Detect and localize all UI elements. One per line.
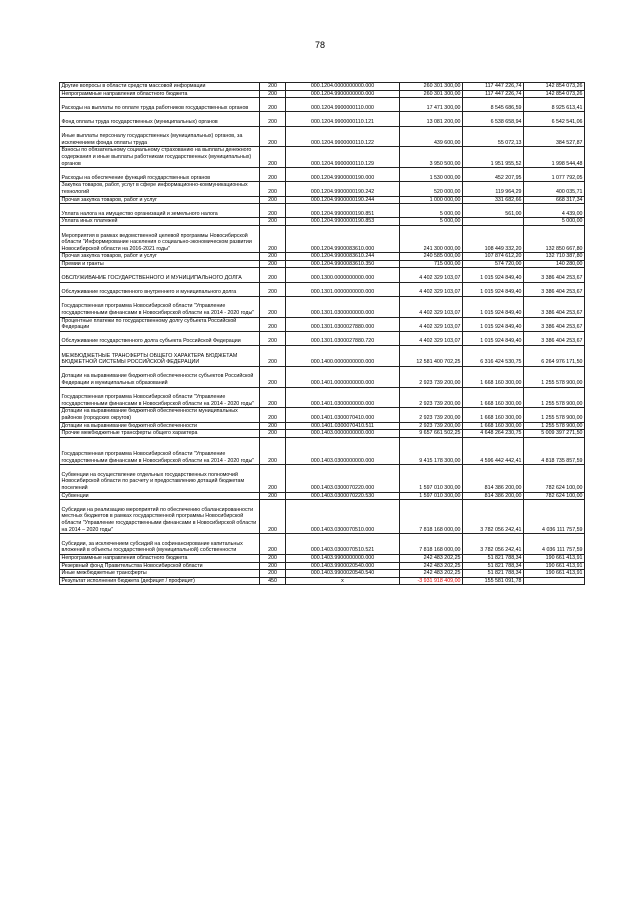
row-code: 200 xyxy=(260,296,286,317)
row-remaining: 1 077 792,05 xyxy=(524,168,585,182)
row-assigned: 520 000,00 xyxy=(400,182,463,196)
row-code: 200 xyxy=(260,282,286,296)
row-kbk: 000.1401.0300000000.000 xyxy=(286,387,400,408)
row-remaining: 3 386 404 253,67 xyxy=(524,282,585,296)
row-assigned: 2 923 739 200,00 xyxy=(400,422,463,430)
row-remaining: 190 661 413,91 xyxy=(524,570,585,578)
row-executed: 452 207,95 xyxy=(463,168,524,182)
row-executed: 1 015 924 849,40 xyxy=(463,331,524,345)
row-name: ОБСЛУЖИВАНИЕ ГОСУДАРСТВЕННОГО И МУНИЦИПАЛЬНОГО ДОЛГА xyxy=(60,268,260,282)
row-assigned: 2 923 739 200,00 xyxy=(400,387,463,408)
row-remaining: 384 527,87 xyxy=(524,126,585,147)
budget-table-body xyxy=(60,83,585,585)
row-code: 200 xyxy=(260,534,286,555)
table-row xyxy=(60,492,585,500)
row-kbk: 000.1301.0300000000.000 xyxy=(286,296,400,317)
row-remaining: 1 255 578 900,00 xyxy=(524,366,585,387)
row-code: 200 xyxy=(260,465,286,492)
row-kbk: 000.1204.9900000110.129 xyxy=(286,147,400,168)
row-remaining: 6 542 541,06 xyxy=(524,112,585,126)
row-remaining: 3 386 404 253,67 xyxy=(524,331,585,345)
row-kbk: 000.1403.9900020540.540 xyxy=(286,570,400,578)
row-remaining: 5 000,00 xyxy=(524,218,585,226)
row-code: 200 xyxy=(260,346,286,367)
row-name: Обслуживание государственного долга субъекта Российской Федерации xyxy=(60,331,260,345)
row-executed: 574 720,00 xyxy=(463,260,524,268)
row-code: 200 xyxy=(260,98,286,112)
table-row xyxy=(60,500,585,534)
row-assigned: 242 483 202,25 xyxy=(400,570,463,578)
row-kbk: 000.1204.9900000000.000 xyxy=(286,90,400,98)
row-remaining: 782 624 100,00 xyxy=(524,465,585,492)
row-executed: 561,00 xyxy=(463,204,524,218)
row-kbk: 000.1401.0300070410.511 xyxy=(286,422,400,430)
table-row xyxy=(60,268,585,282)
row-name: Дотации на выравнивание бюджетной обеспеченности xyxy=(60,422,260,430)
row-executed: 331 682,66 xyxy=(463,196,524,204)
table-row xyxy=(60,282,585,296)
row-executed: 814 386 200,00 xyxy=(463,465,524,492)
row-code: 200 xyxy=(260,554,286,562)
row-remaining: 3 386 404 253,67 xyxy=(524,317,585,331)
row-remaining: 4 036 111 757,59 xyxy=(524,534,585,555)
table-row xyxy=(60,204,585,218)
row-remaining: 1 998 544,48 xyxy=(524,147,585,168)
row-code: 200 xyxy=(260,562,286,570)
row-kbk: 000.1403.0300070510.521 xyxy=(286,534,400,555)
row-name: Прочая закупка товаров, работ и услуг xyxy=(60,253,260,261)
row-code: 200 xyxy=(260,83,286,91)
row-code: 200 xyxy=(260,317,286,331)
row-executed: 108 449 332,20 xyxy=(463,225,524,252)
row-assigned: 4 402 329 103,07 xyxy=(400,268,463,282)
row-assigned: 242 483 202,25 xyxy=(400,554,463,562)
row-assigned: 4 402 329 103,07 xyxy=(400,282,463,296)
row-kbk: 000.1204.9900000190.242 xyxy=(286,182,400,196)
row-name: Результат исполнения бюджета (дефицит / профицит) xyxy=(60,577,260,585)
row-executed: 1 668 160 300,00 xyxy=(463,408,524,422)
row-kbk: 000.1204.9900083610.000 xyxy=(286,225,400,252)
row-code: 200 xyxy=(260,90,286,98)
row-kbk: 000.1204.9900000110.000 xyxy=(286,98,400,112)
row-executed xyxy=(463,218,524,226)
row-remaining: 3 386 404 253,67 xyxy=(524,268,585,282)
table-row xyxy=(60,346,585,367)
row-name: Иные выплаты персоналу государственных (муниципальных) органов, за исключением фонда оплаты труда xyxy=(60,126,260,147)
row-executed: 1 668 160 300,00 xyxy=(463,387,524,408)
row-kbk: 000.1401.0300070410.000 xyxy=(286,408,400,422)
row-name: Взносы по обязательному социальному страхованию на выплаты денежного содержания и иные выплаты работникам государственных (муниципальных) органов xyxy=(60,147,260,168)
row-kbk: 000.1204.9900000190.853 xyxy=(286,218,400,226)
row-name: Субвенции на осуществление отдельных государственных полномочий Новосибирской области по расчету и предоставлению дотаций бюджетам поселений xyxy=(60,465,260,492)
row-kbk: 000.1301.0000000000.000 xyxy=(286,282,400,296)
table-row xyxy=(60,218,585,226)
row-kbk: 000.1403.0000000000.000 xyxy=(286,430,400,438)
table-row xyxy=(60,112,585,126)
table-row xyxy=(60,317,585,331)
row-kbk: x xyxy=(286,577,400,585)
row-kbk: 000.1403.9900020540.000 xyxy=(286,562,400,570)
row-assigned: 715 000,00 xyxy=(400,260,463,268)
row-kbk: 000.1400.0000000000.000 xyxy=(286,346,400,367)
row-kbk: 000.1403.0300070220.000 xyxy=(286,465,400,492)
row-code: 200 xyxy=(260,268,286,282)
row-code: 200 xyxy=(260,366,286,387)
row-assigned: 241 300 000,00 xyxy=(400,225,463,252)
row-code: 200 xyxy=(260,430,286,438)
row-executed: 4 648 264 230,75 xyxy=(463,430,524,438)
row-remaining: 668 317,34 xyxy=(524,196,585,204)
table-row xyxy=(60,465,585,492)
row-name: Другие вопросы в области средств массовой информации xyxy=(60,83,260,91)
row-name: Премии и гранты xyxy=(60,260,260,268)
row-name: Прочие межбюджетные трансферты общего характера xyxy=(60,430,260,438)
row-name: Субсидии, за исключением субсидий на софинансирование капитальных вложений в объекты государственной (муниципальной) собственности xyxy=(60,534,260,555)
row-kbk: 000.1401.0000000000.000 xyxy=(286,366,400,387)
row-assigned: 4 402 329 103,07 xyxy=(400,331,463,345)
row-remaining: 190 661 413,91 xyxy=(524,562,585,570)
row-code: 200 xyxy=(260,218,286,226)
row-executed: 4 596 442 442,41 xyxy=(463,437,524,464)
table-row xyxy=(60,366,585,387)
row-kbk: 000.1204.9900000190.000 xyxy=(286,168,400,182)
row-remaining: 1 255 578 900,00 xyxy=(524,422,585,430)
row-remaining: 132 710 387,80 xyxy=(524,253,585,261)
row-name: Иные межбюджетные трансферты xyxy=(60,570,260,578)
row-assigned: 7 818 168 000,00 xyxy=(400,534,463,555)
row-remaining: 4 818 735 857,59 xyxy=(524,437,585,464)
row-executed: 814 386 200,00 xyxy=(463,492,524,500)
row-assigned: 1 000 000,00 xyxy=(400,196,463,204)
table-row xyxy=(60,562,585,570)
row-name: Субвенции xyxy=(60,492,260,500)
row-name: Закупка товаров, работ, услуг в сфере информационно-коммуникационных технологий xyxy=(60,182,260,196)
row-name: Резервный фонд Правительства Новосибирской области xyxy=(60,562,260,570)
table-row xyxy=(60,253,585,261)
row-assigned: 260 301 300,00 xyxy=(400,83,463,91)
row-assigned: 9 415 178 300,00 xyxy=(400,437,463,464)
row-remaining: 142 854 073,26 xyxy=(524,90,585,98)
row-kbk: 000.1403.0300070510.000 xyxy=(286,500,400,534)
table-row xyxy=(60,437,585,464)
row-remaining: 132 850 667,80 xyxy=(524,225,585,252)
row-assigned: 7 818 168 000,00 xyxy=(400,500,463,534)
row-name: Государственная программа Новосибирской области "Управление государственными финансами в Новосибирской области на 2014 - 2020 годы" xyxy=(60,387,260,408)
row-assigned: 2 923 739 200,00 xyxy=(400,366,463,387)
table-row xyxy=(60,126,585,147)
budget-table xyxy=(59,82,585,585)
row-assigned: 4 402 329 103,07 xyxy=(400,317,463,331)
row-name: Государственная программа Новосибирской области "Управление государственными финансами в Новосибирской области на 2014 - 2020 годы" xyxy=(60,296,260,317)
row-executed: 1 015 924 849,40 xyxy=(463,317,524,331)
row-code: 450 xyxy=(260,577,286,585)
row-remaining: 190 661 413,91 xyxy=(524,554,585,562)
row-executed: 8 545 686,59 xyxy=(463,98,524,112)
row-kbk: 000.1204.9900000190.851 xyxy=(286,204,400,218)
row-executed: 1 951 955,52 xyxy=(463,147,524,168)
table-row xyxy=(60,98,585,112)
row-executed: 6 316 424 530,75 xyxy=(463,346,524,367)
row-code: 200 xyxy=(260,147,286,168)
row-kbk: 000.1204.0000000000.000 xyxy=(286,83,400,91)
row-executed: 3 782 056 242,41 xyxy=(463,500,524,534)
row-code: 200 xyxy=(260,500,286,534)
row-remaining xyxy=(524,577,585,585)
row-name: Обслуживание государственного внутреннего и муниципального долга xyxy=(60,282,260,296)
row-assigned: 242 483 202,25 xyxy=(400,562,463,570)
row-assigned: 1 597 010 300,00 xyxy=(400,492,463,500)
row-assigned: 12 581 400 702,25 xyxy=(400,346,463,367)
row-name: Дотации на выравнивание бюджетной обеспеченности муниципальных районов (городских округов) xyxy=(60,408,260,422)
row-code: 200 xyxy=(260,492,286,500)
row-assigned: 439 600,00 xyxy=(400,126,463,147)
row-name: Мероприятия в рамках ведомственной целевой программы Новосибирской области "Информирование населения о социально-экономическом развитии Новосибирской области на 2016-2021 годы" xyxy=(60,225,260,252)
row-name: Непрограммные направления областного бюджета xyxy=(60,90,260,98)
row-assigned: -3 931 918 409,00 xyxy=(400,577,463,585)
row-assigned: 9 657 661 502,25 xyxy=(400,430,463,438)
row-remaining: 142 854 073,26 xyxy=(524,83,585,91)
row-name: Фонд оплаты труда государственных (муниципальных) органов xyxy=(60,112,260,126)
row-assigned: 5 000,00 xyxy=(400,218,463,226)
row-code: 200 xyxy=(260,253,286,261)
row-name: Уплата иных платежей xyxy=(60,218,260,226)
table-row xyxy=(60,147,585,168)
row-remaining: 782 624 100,00 xyxy=(524,492,585,500)
table-row xyxy=(60,534,585,555)
row-assigned: 260 301 300,00 xyxy=(400,90,463,98)
row-code: 200 xyxy=(260,570,286,578)
row-code: 200 xyxy=(260,112,286,126)
row-remaining: 5 009 397 271,50 xyxy=(524,430,585,438)
row-executed: 117 447 226,74 xyxy=(463,90,524,98)
row-code: 200 xyxy=(260,204,286,218)
table-row xyxy=(60,168,585,182)
table-row xyxy=(60,387,585,408)
table-row xyxy=(60,83,585,91)
row-remaining: 8 925 613,41 xyxy=(524,98,585,112)
row-kbk: 000.1403.0300000000.000 xyxy=(286,437,400,464)
row-name: Расходы на выплаты по оплате труда работников государственных органов xyxy=(60,98,260,112)
table-row xyxy=(60,260,585,268)
row-code: 200 xyxy=(260,126,286,147)
table-row xyxy=(60,408,585,422)
row-code: 200 xyxy=(260,196,286,204)
row-assigned: 1 530 000,00 xyxy=(400,168,463,182)
row-code: 200 xyxy=(260,387,286,408)
row-kbk: 000.1300.0000000000.000 xyxy=(286,268,400,282)
row-assigned: 2 923 739 200,00 xyxy=(400,408,463,422)
row-executed: 107 874 612,20 xyxy=(463,253,524,261)
row-name: Процентные платежи по государственному долгу субъекта Российской Федерации xyxy=(60,317,260,331)
row-remaining: 1 255 578 900,00 xyxy=(524,408,585,422)
row-executed: 51 821 788,34 xyxy=(463,570,524,578)
table-row xyxy=(60,225,585,252)
row-executed: 51 821 788,34 xyxy=(463,554,524,562)
row-code: 200 xyxy=(260,182,286,196)
row-name: Прочая закупка товаров, работ и услуг xyxy=(60,196,260,204)
row-remaining: 3 386 404 253,67 xyxy=(524,296,585,317)
row-kbk: 000.1204.9900000110.121 xyxy=(286,112,400,126)
row-executed: 1 668 160 300,00 xyxy=(463,422,524,430)
row-executed: 55 072,13 xyxy=(463,126,524,147)
row-name: Дотации на выравнивание бюджетной обеспеченности субъектов Российской Федерации и муниципальных образований xyxy=(60,366,260,387)
row-executed: 119 964,29 xyxy=(463,182,524,196)
row-executed: 3 782 056 242,41 xyxy=(463,534,524,555)
row-name: МЕЖБЮДЖЕТНЫЕ ТРАНСФЕРТЫ ОБЩЕГО ХАРАКТЕРА БЮДЖЕТАМ БЮДЖЕТНОЙ СИСТЕМЫ РОССИЙСКОЙ ФЕДЕРАЦИИ xyxy=(60,346,260,367)
row-remaining: 140 280,00 xyxy=(524,260,585,268)
row-kbk: 000.1204.9900000110.122 xyxy=(286,126,400,147)
row-code: 200 xyxy=(260,331,286,345)
row-name: Субсидии на реализацию мероприятий по обеспечению сбалансированности местных бюджетов в рамках государственной программы Новосибирской области "Управление государственными финансами в Новосибирской области на 2014 – 2020 годы" xyxy=(60,500,260,534)
row-executed: 51 821 788,34 xyxy=(463,562,524,570)
table-row xyxy=(60,296,585,317)
row-code: 200 xyxy=(260,437,286,464)
row-assigned: 13 081 200,00 xyxy=(400,112,463,126)
row-code: 200 xyxy=(260,422,286,430)
table-row xyxy=(60,331,585,345)
row-executed: 155 581 091,78 xyxy=(463,577,524,585)
row-executed: 6 538 658,94 xyxy=(463,112,524,126)
table-row xyxy=(60,196,585,204)
row-code: 200 xyxy=(260,260,286,268)
row-executed: 1 015 924 849,40 xyxy=(463,282,524,296)
table-row xyxy=(60,422,585,430)
row-name: Расходы на обеспечение функций государственных органов xyxy=(60,168,260,182)
row-code: 200 xyxy=(260,408,286,422)
table-row xyxy=(60,182,585,196)
table-row xyxy=(60,570,585,578)
row-assigned: 240 585 000,00 xyxy=(400,253,463,261)
row-assigned: 4 402 329 103,07 xyxy=(400,296,463,317)
row-executed: 1 015 924 849,40 xyxy=(463,268,524,282)
row-kbk: 000.1204.9900000190.244 xyxy=(286,196,400,204)
row-name: Непрограммные направления областного бюджета xyxy=(60,554,260,562)
row-remaining: 1 255 578 900,00 xyxy=(524,387,585,408)
table-row xyxy=(60,430,585,438)
row-name: Государственная программа Новосибирской области "Управление государственными финансами в Новосибирской области на 2014 - 2020 годы" xyxy=(60,437,260,464)
row-assigned: 5 000,00 xyxy=(400,204,463,218)
table-row xyxy=(60,577,585,585)
row-kbk: 000.1403.9900000000.000 xyxy=(286,554,400,562)
row-kbk: 000.1301.0300027880.720 xyxy=(286,331,400,345)
row-assigned: 1 597 010 300,00 xyxy=(400,465,463,492)
row-remaining: 6 264 976 171,50 xyxy=(524,346,585,367)
row-assigned: 17 471 300,00 xyxy=(400,98,463,112)
table-row xyxy=(60,554,585,562)
row-assigned: 3 950 500,00 xyxy=(400,147,463,168)
row-kbk: 000.1204.9900083610.350 xyxy=(286,260,400,268)
row-code: 200 xyxy=(260,225,286,252)
row-remaining: 4 036 111 757,59 xyxy=(524,500,585,534)
row-name: Уплата налога на имущество организаций и земельного налога xyxy=(60,204,260,218)
row-executed: 117 447 226,74 xyxy=(463,83,524,91)
row-kbk: 000.1204.9900083610.244 xyxy=(286,253,400,261)
row-executed: 1 668 160 300,00 xyxy=(463,366,524,387)
row-kbk: 000.1403.0300070220.530 xyxy=(286,492,400,500)
row-code: 200 xyxy=(260,168,286,182)
row-executed: 1 015 924 849,40 xyxy=(463,296,524,317)
row-remaining: 4 439,00 xyxy=(524,204,585,218)
page-number: 78 xyxy=(314,40,325,50)
row-remaining: 400 035,71 xyxy=(524,182,585,196)
table-row xyxy=(60,90,585,98)
row-kbk: 000.1301.0300027880.000 xyxy=(286,317,400,331)
